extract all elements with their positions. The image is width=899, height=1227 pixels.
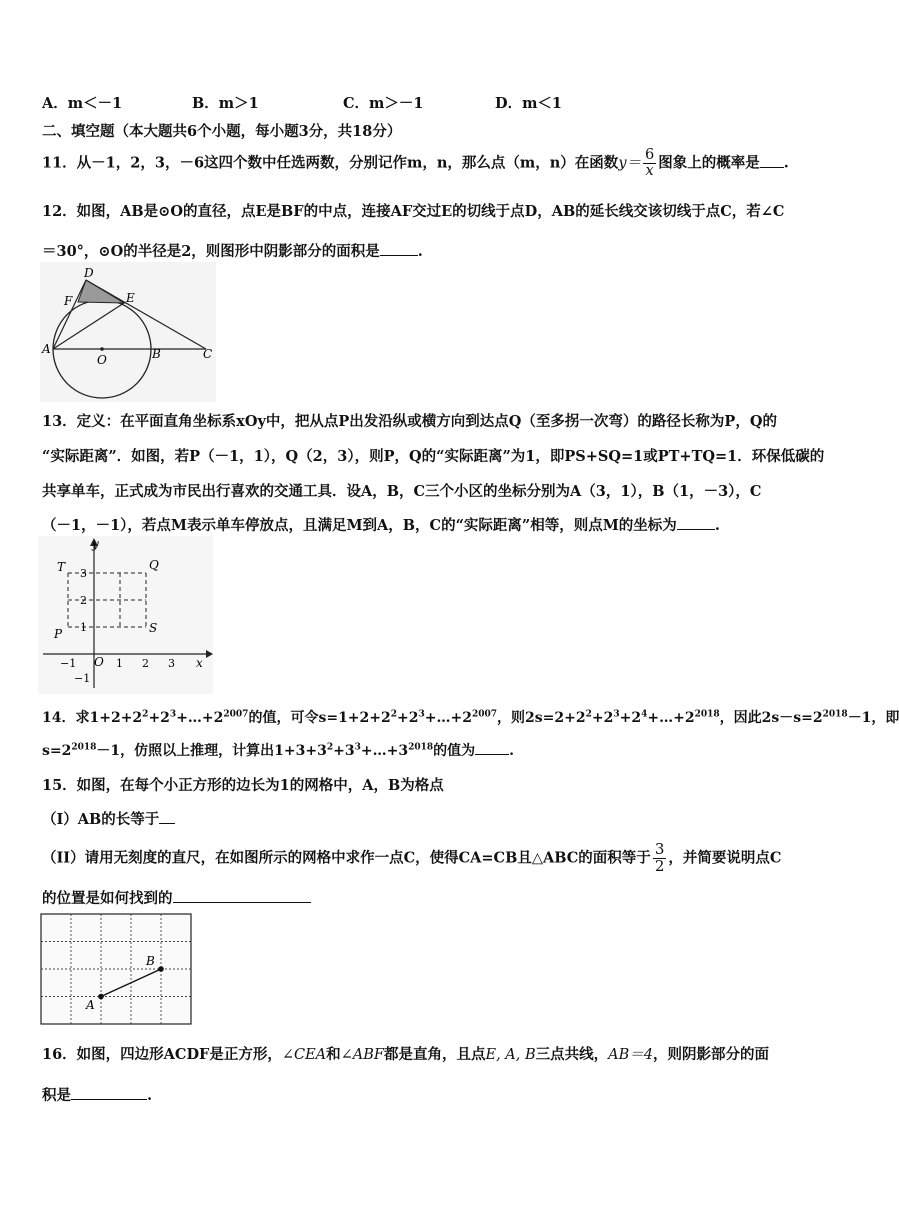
points-eab: E, A, B [485, 1047, 536, 1063]
option-d: D．m＜1 [495, 95, 563, 112]
label-y: y [92, 537, 99, 551]
label-c: C [203, 347, 213, 361]
question-13-line2: “实际距离”．如图，若P（－1，1），Q（2，3），则P，Q的“实际距离”为1，即PS+SQ=1或PT+TQ=1．环保低碳的 [42, 448, 825, 465]
question-15-part2 [42, 842, 781, 875]
tick-x3: 3 [168, 657, 175, 670]
q11-function: y＝ [618, 155, 642, 172]
question-14-line2: $s=2^{2018}-1$，仿照以上推理，计算出$1+3+3^2+3^3+\dots+3^{2018}$的值为 . [42, 740, 514, 760]
label-e: E [126, 291, 135, 305]
label-a: A [42, 342, 51, 356]
label-t: T [57, 560, 66, 574]
q11-end: . [783, 154, 789, 172]
question-13-line4 [42, 514, 720, 535]
q13-end: . [714, 517, 720, 534]
question-15-part2-line2 [42, 887, 311, 908]
angle-abf: ∠ABF [340, 1047, 384, 1063]
grid-border [41, 914, 191, 1024]
option-c: C．m＞－1 [343, 95, 424, 112]
question-16-line2 [42, 1084, 152, 1105]
label-b: B [146, 954, 155, 968]
ab-equation: AB＝4 [608, 1047, 654, 1063]
label-b: B [152, 347, 161, 361]
question-15-line1: 15．如图，在每个小正方形的边长为1的网格中，A，B为格点 [42, 777, 444, 794]
question-15-part1 [42, 808, 175, 829]
q12-circle-figure [40, 262, 216, 402]
tick-y1: 1 [80, 621, 87, 634]
label-origin: O [94, 655, 104, 669]
label-x: x [196, 656, 203, 670]
question-14-line1: 14．求$1+2+2^2+2^3+\dots+2^{2007}$的值，可令$s=1+2+2^2+2^3+\dots+2^{2007}$，则$2s=2+2^2+2^3+2^4+\dots+2^{2018}$，因此$2s-s=2^{2018}-1$，即 [42, 709, 899, 726]
label-s: S [149, 621, 158, 635]
q15-grid-figure [40, 913, 192, 1025]
q16-answer-blank[interactable] [71, 1085, 147, 1100]
option-b: B．m＞1 [192, 95, 259, 112]
option-a: A．m＜－1 [42, 95, 123, 112]
q13-coordinate-figure [38, 536, 213, 694]
angle-cea: ∠CEA [281, 1047, 327, 1063]
q16-line2-text: 积是 [42, 1087, 71, 1104]
question-11 [42, 148, 789, 179]
label-f: F [64, 294, 73, 308]
q15-part2-text: （II）请用无刻度的直尺，在如图所示的网格中求作一点C，使得CA=CB且△ABC的面积等于 [42, 849, 651, 867]
q12-end: . [417, 243, 423, 260]
q11-text-a: 11．从－1，2，3，－6这四个数中任选两数，分别记作m，n，那么点（m，n）在函数 [42, 154, 619, 172]
question-16-line1: 16．如图，四边形ACDF是正方形，∠CEA和∠ABF都是直角，且点E, A, B三点共线，AB＝4，则阴影部分的面 [42, 1046, 770, 1063]
q11-frac-num: 6 [645, 147, 655, 163]
tick-xn1: −1 [60, 657, 77, 670]
q11-frac-den: x [645, 163, 654, 180]
q15-part2-blank[interactable] [173, 888, 311, 903]
q11-text-b: 图象上的概率是 [658, 154, 760, 172]
question-12-line1: 12．如图，AB是⊙O的直径，点E是BF的中点，连接AF交过E的切线于点D，AB的延长线交该切线于点C，若∠C [42, 203, 785, 220]
q11-answer-blank[interactable] [760, 153, 784, 168]
center-point [100, 347, 104, 351]
point-b [158, 966, 164, 972]
tick-yn1: −1 [74, 672, 91, 685]
tick-x1: 1 [116, 657, 123, 670]
tick-y3: 3 [80, 567, 87, 580]
q15-part2-line2-text: 的位置是如何找到的 [42, 890, 173, 907]
q15-part2-text-b: ，并简要说明点C [668, 849, 782, 867]
question-12-line2 [42, 240, 423, 261]
q15-fraction: $\frac{3}{2}$ [654, 840, 665, 875]
question-13-line3: 共享单车，正式成为市民出行喜欢的交通工具．设A，B，C三个小区的坐标分别为A（3，1），B（1，－3），C [42, 483, 762, 500]
q13-line4-text: （－1，－1），若点M表示单车停放点，且满足M到A，B，C的“实际距离”相等，则点M的坐标为 [42, 517, 677, 534]
tick-y2: 2 [80, 594, 87, 607]
label-q: Q [149, 558, 159, 572]
label-o: O [97, 353, 107, 367]
point-a [98, 994, 104, 1000]
q16-end: . [147, 1087, 153, 1104]
q12-line2-text: ＝30°，⊙O的半径是2，则图形中阴影部分的面积是 [42, 243, 380, 260]
label-a: A [86, 998, 95, 1012]
q14-answer-blank[interactable] [475, 740, 509, 755]
tick-x2: 2 [142, 657, 149, 670]
label-d: D [84, 266, 94, 280]
q15-part1-text: （I）AB的长等于 [42, 811, 160, 828]
q11-fraction [643, 148, 656, 179]
q15-part1-blank[interactable] [159, 809, 175, 824]
section-title: 二、填空题（本大题共6个小题，每小题3分，共18分） [42, 123, 402, 140]
q13-answer-blank[interactable] [677, 515, 715, 530]
question-13-line1: 13．定义：在平面直角坐标系xOy中，把从点P出发沿纵或横方向到达点Q（至多拐一次弯）的路径长称为P，Q的 [42, 413, 777, 430]
q12-answer-blank[interactable] [380, 241, 418, 256]
label-p: P [54, 627, 63, 641]
